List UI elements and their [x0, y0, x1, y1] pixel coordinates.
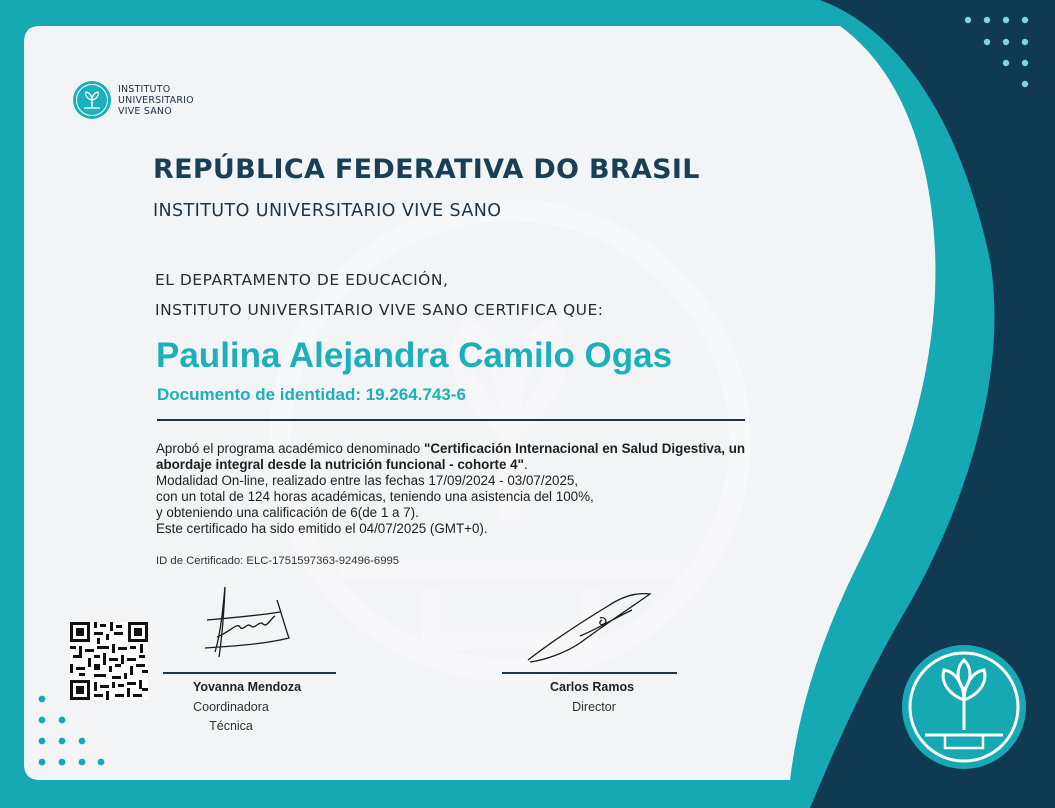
- program-name-part-2: abordaje integral desde la nutrición funcional - cohorte 4": [156, 457, 524, 472]
- signature-icon: [520, 588, 660, 668]
- signature-line-2: [502, 672, 677, 674]
- sprout-emblem-icon: [72, 80, 112, 120]
- recipient-name: Paulina Alejandra Camilo Ogas: [156, 336, 673, 375]
- signatory-name-2: Carlos Ramos: [549, 680, 635, 694]
- logo-line-1: INSTITUTO: [118, 83, 171, 95]
- signatory-name-1: Yovanna Mendoza: [192, 680, 302, 694]
- country-title: REPÚBLICA FEDERATIVA DO BRASIL: [153, 154, 700, 185]
- logo-text: [118, 84, 194, 117]
- body-line-2-suffix: .: [523, 457, 528, 472]
- signature-icon: [185, 582, 300, 664]
- certificate-id: ID de Certificado: ELC-1751597363-92496-6995: [156, 555, 400, 567]
- body-line-1: [156, 441, 856, 457]
- signatory-role-1-line-2: Técnica: [209, 719, 253, 733]
- program-name-part-1: "Certificación Internacional en Salud Digestiva, un: [423, 441, 746, 456]
- sprout-emblem-icon: [902, 645, 1026, 769]
- body-line-6: Este certificado ha sido emitido el 04/07/2025 (GMT+0).: [156, 521, 488, 536]
- body-line-2: [156, 457, 856, 473]
- document-id: Documento de identidad: 19.264.743-6: [157, 385, 466, 404]
- logo-line-3: VIVE SANO: [118, 105, 172, 117]
- signatory-role-1-line-1: Coordinadora: [193, 700, 269, 714]
- certificate-body: [156, 441, 856, 537]
- institute-logo: [72, 80, 194, 120]
- qr-code-icon[interactable]: [70, 622, 148, 700]
- body-line-3: Modalidad On-line, realizado entre las fechas 17/09/2024 - 03/07/2025,: [156, 473, 579, 488]
- signatory-role-2-line-1: Director: [572, 700, 616, 714]
- signature-line-1: [163, 672, 336, 674]
- signatory-role-2: [504, 698, 684, 717]
- body-line-5: y obteniendo una calificación de 6(de 1 a 7).: [156, 505, 419, 520]
- body-line-1-prefix: Aprobó el programa académico denominado: [156, 441, 424, 456]
- name-divider: [157, 419, 745, 421]
- signatory-role-1: [141, 698, 321, 736]
- department-line-1: EL DEPARTAMENTO DE EDUCACIÓN,: [155, 271, 449, 289]
- body-line-4: con un total de 124 horas académicas, teniendo una asistencia del 100%,: [156, 489, 594, 504]
- department-line-2: INSTITUTO UNIVERSITARIO VIVE SANO CERTIFICA QUE:: [155, 301, 604, 319]
- logo-line-2: UNIVERSITARIO: [118, 94, 194, 106]
- institute-subtitle: INSTITUTO UNIVERSITARIO VIVE SANO: [153, 201, 502, 221]
